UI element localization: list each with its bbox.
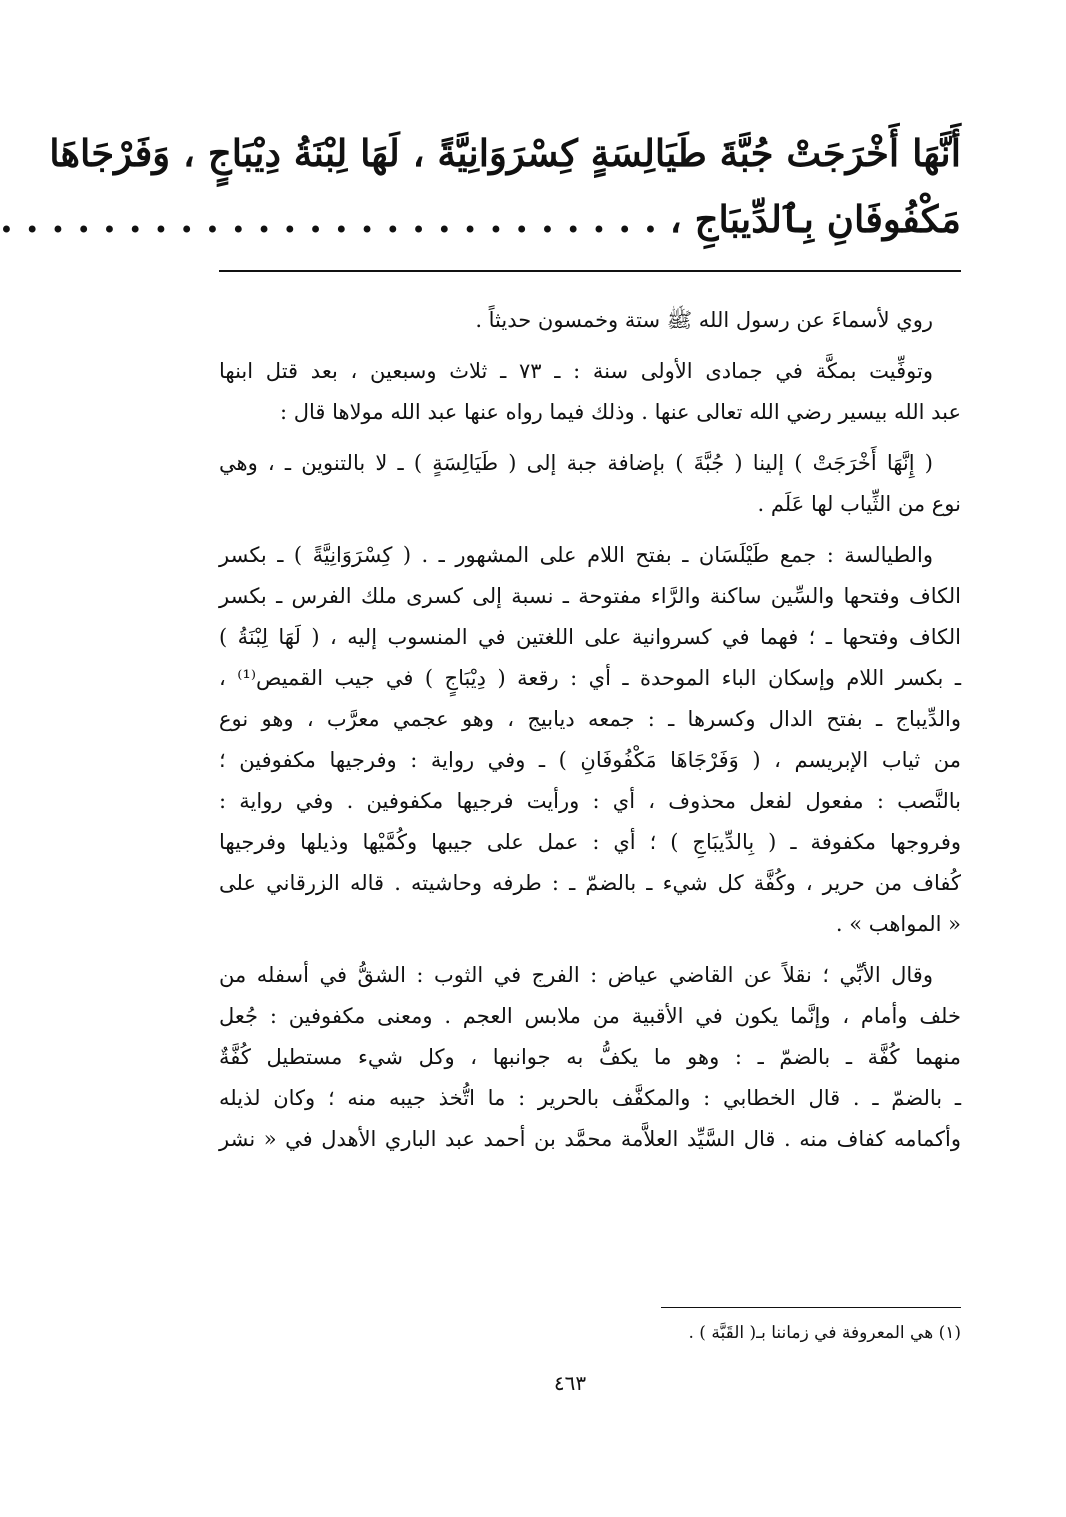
text-line: خلف وأمام ، وإنَّما يكون في الأقبية من ملابس العجم . ومعنى مكفوفين : جُعل (219, 1004, 961, 1028)
text-line: وأكمامه كفاف منه . قال السَّيِّد العلاَّمة محمَّد بن أحمد عبد الباري الأهدل في « نشر (219, 1127, 961, 1151)
text-line: الكاف وفتحها ـ ؛ فهما في كسروانية على اللغتين في المنسوب إليه ، ( لَهَا لِبْنَةُ ) (219, 625, 961, 649)
text-line: عبد الله بيسير رضي الله تعالى عنها . وذلك فيما رواه عنها عبد الله مولاها قال : (279, 400, 961, 424)
commentary-block (219, 300, 961, 1170)
text-line: وفروجها مكفوفة ـ ( بِالدِّيبَاجِ ) ؛ أي : عمل على جيبها وكُمَّيْها وذيلها وفرجيها (219, 830, 961, 854)
hadith-line-2: مَكْفُوفَانِ بِٱلدِّيبَاجِ ، . . . . . . . . . . . . . . . . . . . . . . . . . . (0, 197, 961, 241)
text-line: كُفاف من حرير ، وكُفَّة كل شيء ـ بالضمّ ـ : طرفه وحاشيته . قاله الزرقاني على (219, 871, 961, 895)
text-line: والطيالسة : جمع طَيْلَسَان ـ بفتح اللام على المشهور ـ . ( كِسْرَوَانِيَّةً ) ـ بكسر (219, 543, 933, 567)
text-line: ( إِنَّهَا أَخْرَجَتْ ) إلينا ( جُبَّةَ ) بإضافة جبة إلى ( طَيَالِسَةٍ ) ـ لا بالتنوين ـ ، وهي (219, 451, 933, 475)
paragraph-death (219, 351, 961, 433)
text-line: منهما كُفَّة ـ بالضمّ ـ : وهو ما يكفُّ به جوانبها ، وكل شيء مستطيل كُفَّةٌ (219, 1045, 961, 1069)
footnote-separator-rule (661, 1307, 961, 1308)
hadith-text-block (0, 120, 961, 252)
paragraph-tayalisa (219, 535, 961, 945)
text-line: ـ بكسر اللام وإسكان الباء الموحدة ـ أي : رقعة ( دِيْبَاجٍ ) في جيب القميص⁽¹⁾ ، (219, 666, 961, 690)
text-line: ـ بالضمّ ـ . قال الخطابي : والمكفَّف بالحرير : ما اتُّخذ جيبه منه ؛ وكان لذيله (219, 1086, 961, 1110)
text-line: بالنَّصب : مفعول لفعل محذوف ، أي : ورأيت فرجيها مكفوفين . وفي رواية : (219, 789, 961, 813)
text-line: « المواهب » . (835, 912, 961, 936)
text-line: والدِّيباج ـ بفتح الدال وكسرها ـ : جمعه ديابيج ، وهو عجمي معرَّب ، وهو نوع (219, 707, 961, 731)
paragraph-abbi (219, 955, 961, 1160)
hadith-separator-rule (219, 270, 961, 272)
text-line: الكاف وفتحها والسِّين ساكنة والرَّاء مفتوحة ـ نسبة إلى كسرى ملك الفرس ـ بكسر (219, 584, 961, 608)
paragraph-narrations (219, 300, 961, 341)
text-line: نوع من الثِّياب لها عَلَم . (757, 492, 961, 516)
text-line: روي لأسماءَ عن رسول الله ﷺ ستة وخمسون حديثاً . (475, 308, 933, 332)
paragraph-jubba (219, 443, 961, 525)
text-line: من ثياب الإبريسم ، ( وَفَرْجَاهَا مَكْفُوفَانِ ) ـ وفي رواية : وفرجيها مكفوفين ؛ (219, 748, 961, 772)
footnote: (١) هي المعروفة في زماننا بـ( القَبَّة ) . (688, 1323, 961, 1343)
text-line: وتوفِّيت بمكَّة في جمادى الأولى سنة : ـ ٧٣ ـ ثلاث وسبعين ، بعد قتل ابنها (219, 359, 933, 383)
text-line: وقال الأبِّي ؛ نقلاً عن القاضي عياض : الفرج في الثوب : الشقُّ في أسفله من (219, 963, 933, 987)
page-number: ٤٦٣ (553, 1371, 587, 1395)
hadith-line-1: أَنَّهَا أَخْرَجَتْ جُبَّةَ طَيَالِسَةٍ كِسْرَوَانِيَّةً ، لَهَا لِبْنَةُ دِيْبَاجٍ ، وَفَرْجَاهَا (49, 131, 961, 175)
